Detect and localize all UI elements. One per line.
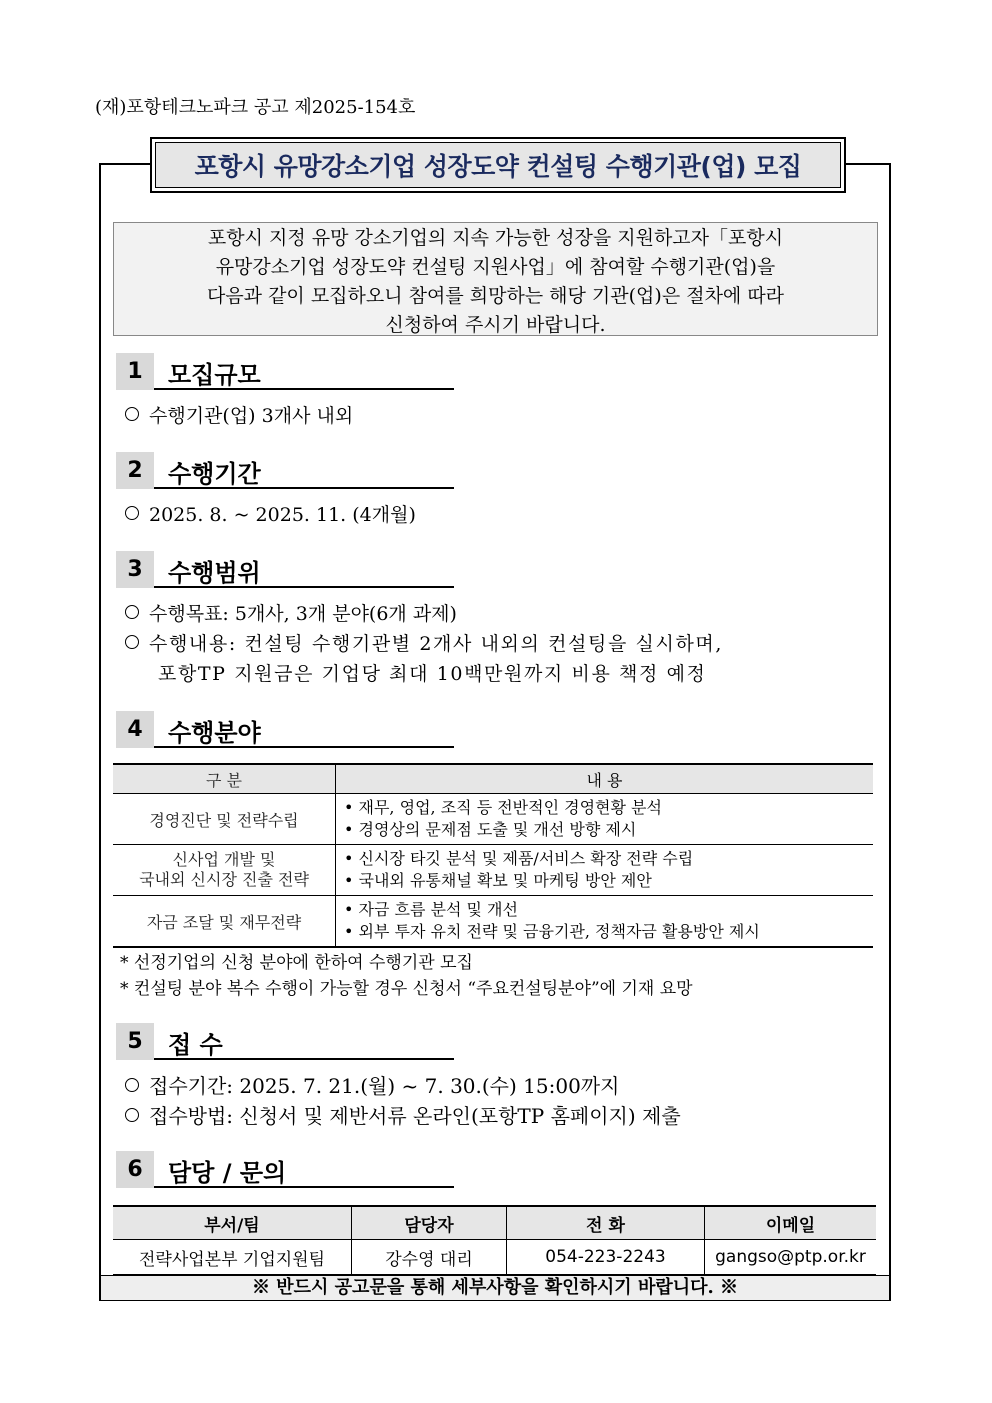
section-3-item: 수행목표: 5개사, 3개 분야(6개 과제) [125,599,457,626]
intro-line: 신청하여 주시기 바랍니다. [385,314,606,336]
circle-bullet-icon [125,635,139,649]
phone-cell[interactable]: 054-223-2243 [507,1240,705,1275]
circle-bullet-icon [125,1078,139,1092]
field-table [113,763,873,948]
section-3-item-continued: 포항TP 지원금은 기업당 최대 10백만원까지 비용 책정 예정 [158,663,707,685]
section-label: 수행범위 [168,559,261,587]
section-1-item: 수행기관(업) 3개사 내외 [125,401,353,428]
contact-table [113,1205,876,1275]
section-number: 5 [116,1023,154,1060]
note: * 선정기업의 신청 분야에 한하여 수행기관 모집 [120,953,473,973]
table-header-row [113,1206,876,1240]
section-label: 담당 / 문의 [168,1159,287,1187]
table-header: 전 화 [507,1206,705,1240]
circle-bullet-icon [125,506,139,520]
section-3-heading [116,551,454,588]
category-cell: 자금 조달 및 재무전략 [113,896,336,948]
section-5-item: 접수기간: 2025. 7. 21.(월) ~ 7. 30.(수) 15:00까지 [125,1070,619,1099]
intro-line: 다음과 같이 모집하오니 참여를 희망하는 해당 기관(업)은 절차에 따라 [206,285,785,307]
table-row [113,845,873,896]
circle-bullet-icon [125,1108,139,1122]
category-cell: 경영진단 및 전략수립 [113,794,336,845]
table-header: 내 용 [336,764,874,794]
section-2-heading [116,452,454,489]
table-header-row [113,764,873,794]
contact-person-cell: 강수영 대리 [352,1240,507,1275]
section-label: 접 수 [168,1031,223,1059]
department-cell: 전략사업본부 기업지원팀 [113,1240,352,1275]
section-2-item: 2025. 8. ~ 2025. 11. (4개월) [125,500,416,527]
section-number: 4 [116,711,154,748]
intro-box [113,222,878,336]
section-number: 6 [116,1151,154,1188]
table-header: 구 분 [113,764,336,794]
section-4-heading [116,711,454,748]
table-row [113,794,873,845]
table-header: 부서/팀 [113,1206,352,1240]
section-label: 모집규모 [168,361,261,389]
section-number: 3 [116,551,154,588]
email-link[interactable]: gangso@ptp.or.kr [705,1240,877,1275]
circle-bullet-icon [125,605,139,619]
table-header: 이메일 [705,1206,877,1240]
footer-notice: ※ 반드시 공고문을 통해 세부사항을 확인하시기 바랍니다. ※ [101,1275,889,1300]
title-box [150,137,846,193]
circle-bullet-icon [125,407,139,421]
section-1-heading [116,353,454,390]
content-cell: • 재무, 영업, 조직 등 전반적인 경영현황 분석 • 경영상의 문제점 도출 및 개선 방향 제시 [336,794,874,845]
table-row [113,1240,876,1275]
page-title: 포항시 유망강소기업 성장도약 컨설팅 수행기관(업) 모집 [155,142,841,188]
note: * 컨설팅 분야 복수 수행이 가능할 경우 신청서 “주요컨설팅분야”에 기재 요망 [120,979,693,999]
section-label: 수행분야 [168,719,261,747]
section-5-heading [116,1023,454,1060]
category-cell: 신사업 개발 및 국내외 신시장 진출 전략 [113,845,336,896]
section-label: 수행기간 [168,460,261,488]
section-number: 2 [116,452,154,489]
intro-line: 유망강소기업 성장도약 컨설팅 지원사업」에 참여할 수행기관(업)을 [215,256,776,278]
table-row [113,896,873,948]
section-3-item: 수행내용: 컨설팅 수행기관별 2개사 내외의 컨설팅을 실시하며, [125,629,723,656]
intro-line: 포항시 지정 유망 강소기업의 지속 가능한 성장을 지원하고자「포항시 [207,227,784,249]
section-6-heading [116,1151,454,1188]
content-cell: • 신시장 타깃 분석 및 제품/서비스 확장 전략 수립 • 국내외 유통채널 확보 및 마케팅 방안 제안 [336,845,874,896]
section-number: 1 [116,353,154,390]
content-cell: • 자금 흐름 분석 및 개선 • 외부 투자 유치 전략 및 금융기관, 정책자금 활용방안 제시 [336,896,874,948]
notice-number: (재)포항테크노파크 공고 제2025-154호 [95,97,416,118]
section-5-item: 접수방법: 신청서 및 제반서류 온라인(포항TP 홈페이지) 제출 [125,1100,681,1129]
table-header: 담당자 [352,1206,507,1240]
